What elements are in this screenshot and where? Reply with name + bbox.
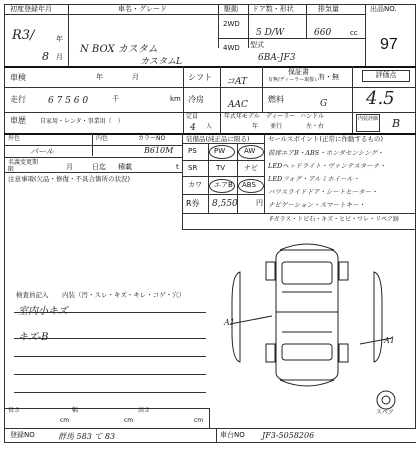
name-change-day: 日迄 bbox=[92, 163, 106, 171]
warranty-sub: 有無/ディーラー取扱い bbox=[268, 77, 320, 83]
sales-point-line-3: LEDフォグ・アルミホイール・ bbox=[268, 175, 360, 183]
length-label: 長さ bbox=[8, 407, 21, 414]
length-unit: cm bbox=[60, 417, 70, 424]
damage-mark-right: A1 bbox=[384, 336, 395, 345]
glass-label: Fガラス・トビ石・キズ・ヒビ・ワレ・リペア跡 bbox=[270, 216, 400, 223]
spare-tire bbox=[377, 391, 395, 409]
hw-reg-no: 群馬 583 て 83 bbox=[58, 432, 116, 441]
equip-airbag: エアB bbox=[214, 181, 233, 189]
year-model-label: 年式年モデル bbox=[224, 113, 260, 120]
equip-navi: ナビ bbox=[244, 164, 258, 172]
lot-number: 97 bbox=[380, 36, 398, 53]
hw-r-amount: 8,550 bbox=[212, 199, 238, 209]
dealer-label: ディーラー bbox=[266, 113, 296, 120]
hw-model: 6BA-JF3 bbox=[258, 53, 296, 63]
hw-color-no: B610M bbox=[144, 146, 174, 155]
km-unit: km bbox=[170, 95, 181, 103]
capacity-unit: 人 bbox=[206, 123, 213, 130]
warranty-label: 保証書 bbox=[288, 68, 309, 76]
mileage-label: 走行 bbox=[10, 95, 26, 104]
score-label: 評価点 bbox=[362, 70, 410, 82]
height-unit: cm bbox=[194, 417, 204, 424]
lot-no-label: 出品NO. bbox=[370, 5, 397, 13]
hw-inspector-line-1: 室内小キズ bbox=[18, 306, 68, 317]
sales-point-line-1: 前席エアB・ABS・ホンダセンシング・ bbox=[268, 149, 384, 157]
height-label: 高さ bbox=[138, 407, 151, 414]
first-reg-label: 初度登録年月 bbox=[10, 5, 52, 13]
hw-grade: カスタムL bbox=[140, 57, 182, 67]
hw-fuel: G bbox=[320, 99, 328, 109]
handle-label: ハンドル bbox=[300, 113, 325, 120]
hw-ac: AAC bbox=[228, 100, 248, 110]
name-change-label: 名義変更期限 bbox=[8, 159, 39, 173]
equipment-label: 装備品(純正品に限る) bbox=[186, 135, 250, 143]
hw-inspector-line-2: キズ-B bbox=[18, 332, 49, 343]
hw-shift: コAT bbox=[226, 77, 248, 87]
hw-interior: B bbox=[392, 117, 401, 130]
hw-mileage: 6 7 5 6 0 bbox=[48, 96, 89, 106]
cc-unit: cc bbox=[350, 29, 358, 37]
hw-chassis: JF3-5058206 bbox=[262, 431, 315, 440]
hw-reg-year: R3/ bbox=[12, 28, 35, 43]
equip-abs-circle bbox=[238, 179, 264, 193]
color-no-label: カラーNO bbox=[138, 135, 166, 142]
name-change-month: 月 bbox=[66, 163, 73, 171]
car-right-side bbox=[374, 272, 382, 362]
month-unit: 月 bbox=[56, 53, 63, 61]
sales-points-label: セールスポイント(正常に作動するもの) bbox=[268, 135, 383, 143]
r-yen: 円 bbox=[256, 199, 263, 207]
car-name-label: 車名・グレード bbox=[118, 5, 167, 13]
chassis-label: 車台NO bbox=[220, 431, 245, 439]
inspector-label: 検査員記入 bbox=[16, 291, 49, 299]
equip-abs: ABS bbox=[242, 181, 256, 189]
hw-exterior-color: パール bbox=[30, 147, 54, 156]
hw-score: 4.5 bbox=[366, 88, 395, 109]
hw-reg-month: 8 bbox=[42, 50, 49, 63]
capacity-label: 定員 bbox=[186, 113, 199, 120]
inspection-month: 月 bbox=[132, 73, 139, 81]
exterior-color-label: 外色 bbox=[8, 135, 21, 142]
hw-displacement: 660 bbox=[314, 28, 332, 38]
damage-mark-left: A1 bbox=[224, 318, 235, 327]
sales-point-line-4: パワスライドドア・シートヒーター・ bbox=[268, 188, 378, 196]
warranty-yes-no: 有・無 bbox=[318, 73, 339, 81]
dealer-value: 並行 bbox=[270, 123, 283, 130]
car-left-side bbox=[232, 272, 240, 362]
drive-2wd: 2WD bbox=[223, 20, 240, 28]
hw-capacity: 4 bbox=[190, 123, 196, 133]
equip-leather: カワ bbox=[188, 181, 202, 189]
equip-aw: AW bbox=[244, 147, 256, 155]
hw-car-name: N BOX カスタム bbox=[80, 44, 158, 55]
inspection-label: 車検 bbox=[10, 73, 26, 82]
equip-tv: TV bbox=[216, 164, 226, 172]
r-ticket-label: R券 bbox=[186, 199, 200, 208]
car-rear-window bbox=[282, 344, 332, 360]
wheel-fl bbox=[266, 262, 275, 280]
equip-airbag-circle bbox=[209, 179, 235, 193]
width-unit: cm bbox=[124, 417, 134, 424]
drive-4wd: 4WD bbox=[223, 44, 240, 52]
loading-label: 積載 bbox=[118, 163, 132, 171]
doors-label: ドア数・形状 bbox=[252, 5, 294, 13]
model-label: 型式 bbox=[250, 41, 264, 49]
reg-no-label: 登録NO bbox=[10, 431, 35, 439]
shift-label: シフト bbox=[188, 73, 212, 82]
equip-aw-circle bbox=[238, 145, 264, 159]
thousand-unit: 千 bbox=[112, 95, 119, 103]
history-label: 車歴 bbox=[10, 116, 26, 125]
wheel-fr bbox=[339, 262, 348, 280]
fuel-label: 燃料 bbox=[268, 95, 284, 104]
sales-point-line-2: LEDヘッドライト・ヴァンテスターナ・ bbox=[268, 162, 386, 170]
equip-pw-circle bbox=[209, 145, 235, 159]
interior-label: 内装評価 bbox=[356, 114, 380, 132]
inspector-options: 内装（汚・スレ・キズ・キレ・コゲ・穴） bbox=[62, 291, 186, 299]
wheel-rr bbox=[339, 344, 348, 362]
year-unit: 年 bbox=[56, 35, 63, 43]
car-windshield bbox=[282, 262, 332, 284]
notes-label: 注意事項(欠品・修復・不具合箇所の状況) bbox=[8, 175, 131, 183]
ac-label: 冷房 bbox=[188, 95, 204, 104]
drive-label: 駆動 bbox=[224, 5, 238, 13]
hw-doors: 5 D/W bbox=[256, 28, 285, 38]
handle-value: 左・右 bbox=[306, 123, 325, 130]
spare-label: スペア bbox=[376, 409, 395, 416]
width-label: 幅 bbox=[72, 407, 79, 414]
sales-point-line-5: ナビゲーション・スマートキー・ bbox=[268, 201, 366, 209]
interior-color-label: 内色 bbox=[96, 135, 109, 142]
wheel-rl bbox=[266, 344, 275, 362]
displacement-label: 排気量 bbox=[318, 5, 339, 13]
year-model-unit: 年 bbox=[252, 123, 259, 130]
equip-sr: SR bbox=[188, 164, 198, 172]
history-options: 自家用・レンタ・事業用（ ） bbox=[40, 118, 124, 125]
equip-ps: PS bbox=[188, 147, 197, 155]
car-diagram bbox=[210, 232, 414, 422]
equip-pw: PW bbox=[214, 147, 226, 155]
inspection-year: 年 bbox=[96, 73, 103, 81]
loading-unit: t bbox=[176, 163, 179, 171]
